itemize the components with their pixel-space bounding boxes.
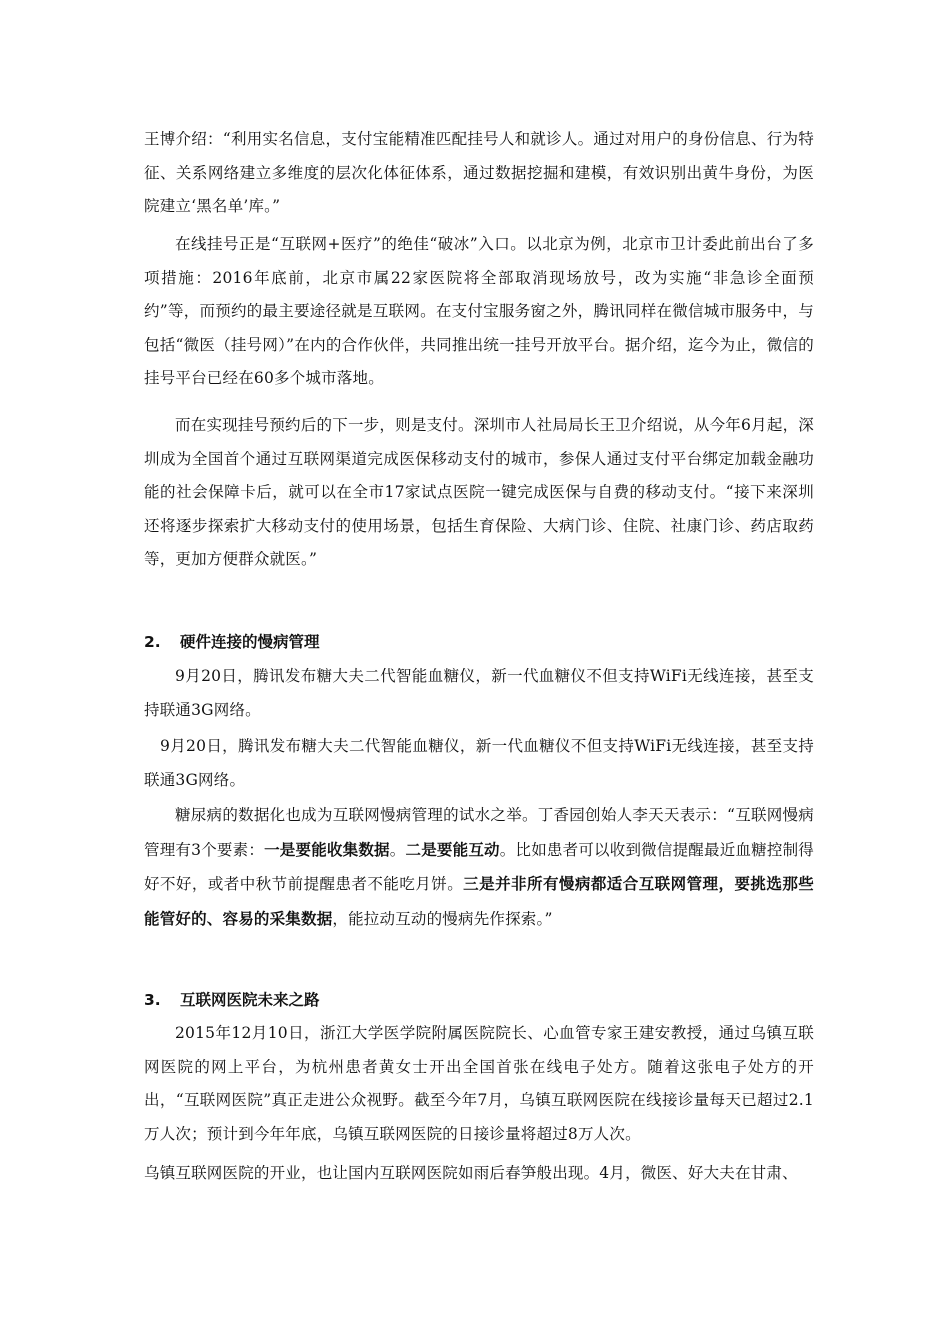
paragraph-glucose-meter-2: 9月20日，腾讯发布糖大夫二代智能血糖仪，新一代血糖仪不但支持WiFi无线连接，甚至支持联通3G网络。 xyxy=(144,737,814,789)
paragraph-glucose-meter-1: 9月20日，腾讯发布糖大夫二代智能血糖仪，新一代血糖仪不但支持WiFi无线连接，甚至支持联通3G网络。 xyxy=(144,667,814,719)
bold-point-2: 二是要能互动 xyxy=(405,839,500,859)
paragraph-chronic-disease: 糖尿病的数据化也成为互联网慢病管理的试水之举。丁香园创始人李天天表示：“互联网慢病管理有3个要素：一是要能收集数据。二是要能互动。比如患者可以收到微信提醒最近血糖控制得好不好，或者中秋节前提醒患者不能吃月饼。三是并非所有慢病都适合互联网管理，要挑选那些能管好的、容易的采集数据，能拉动互动的慢病先作探索。” xyxy=(144,806,814,928)
section-heading-2 xyxy=(144,630,320,654)
section-title: 互联网医院未来之路 xyxy=(180,991,320,1009)
paragraph-payment: 而在实现挂号预约后的下一步，则是支付。深圳市人社局局长王卫介绍说，从今年6月起，深圳成为全国首个通过互联网渠道完成医保移动支付的城市，参保人通过支付平台绑定加载金融功能的社会保障卡后，就可以在全市17家试点医院一键完成医保与自费的移动支付。“接下来深圳还将逐步探索扩大移动支付的使用场景，包括生育保险、大病门诊、住院、社康门诊、药店取药等，更加方便群众就医。” xyxy=(144,416,814,568)
section-heading-3 xyxy=(144,988,320,1012)
paragraph-wuzhen-hospital: 2015年12月10日，浙江大学医学院附属医院院长、心血管专家王建安教授，通过乌镇互联网医院的网上平台，为杭州患者黄女士开出全国首张在线电子处方。随着这张电子处方的开出，“互联网医院”真正走进公众视野。截至今年7月，乌镇互联网医院在线接诊量每天已超过2.1万人次；预计到今年年底，乌镇互联网医院的日接诊量将超过8万人次。 xyxy=(144,1024,814,1143)
paragraph-wuzhen-opening: 乌镇互联网医院的开业，也让国内互联网医院如雨后春笋般出现。4月，微医、好大夫在甘肃、 xyxy=(144,1164,798,1182)
paragraph-wang-bo: 王博介绍：“利用实名信息，支付宝能精准匹配挂号人和就诊人。通过对用户的身份信息、行为特征、关系网络建立多维度的层次化体征体系，通过数据挖掘和建模，有效识别出黄牛身份，为医院建立‘黑名单’库。” xyxy=(144,130,814,215)
section-title: 硬件连接的慢病管理 xyxy=(180,633,320,651)
bold-point-3: 三是并非所有慢病都适合互联网管理，要挑选那些能管好的、容易的采集数据 xyxy=(144,874,814,928)
section-number: 3. xyxy=(144,991,161,1009)
section-number: 2. xyxy=(144,633,161,651)
paragraph-online-registration: 在线挂号正是“互联网+医疗”的绝佳“破冰”入口。以北京为例，北京市卫计委此前出台了多项措施：2016年底前，北京市属22家医院将全部取消现场放号，改为实施“非急诊全面预约”等，而预约的最主要途径就是互联网。在支付宝服务窗之外，腾讯同样在微信城市服务中，与包括“微医（挂号网）”在内的合作伙伴，共同推出统一挂号开放平台。据介绍，迄今为止，微信的挂号平台已经在60多个城市落地。 xyxy=(144,235,814,387)
bold-point-1: 一是要能收集数据 xyxy=(264,839,390,859)
